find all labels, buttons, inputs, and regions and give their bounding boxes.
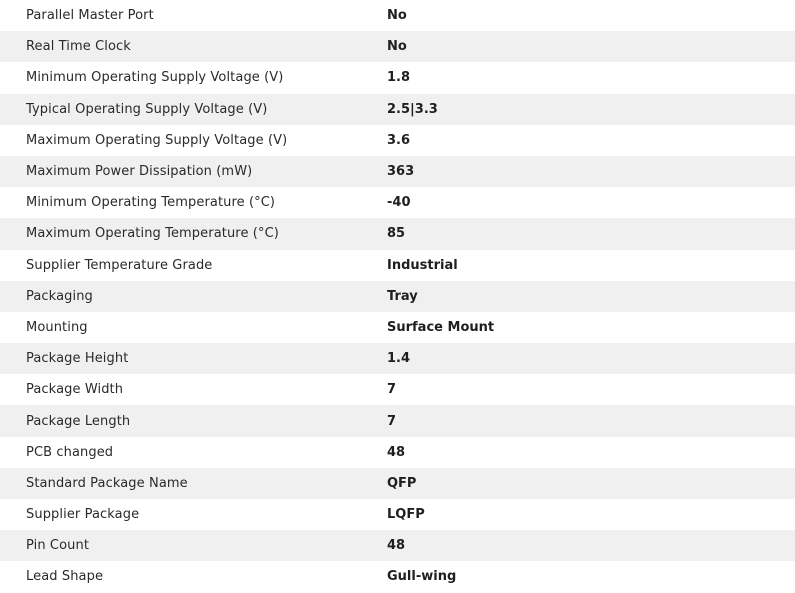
- spec-value: 7: [387, 382, 397, 398]
- spec-row-package-height: [0, 343, 795, 374]
- spec-row-temperature-grade: [0, 250, 795, 281]
- spec-row-min-operating-temp: [0, 187, 795, 218]
- spec-value: 1.4: [387, 351, 411, 367]
- spec-label: Maximum Operating Supply Voltage (V): [26, 132, 288, 148]
- spec-row-supplier-package: [0, 499, 795, 530]
- spec-value: 2.5|3.3: [387, 101, 438, 117]
- spec-label: Minimum Operating Supply Voltage (V): [26, 70, 284, 86]
- spec-label: Minimum Operating Temperature (°C): [26, 195, 276, 211]
- spec-value: Gull-wing: [387, 569, 457, 585]
- spec-value: 48: [387, 538, 406, 554]
- spec-row-max-operating-temp: [0, 218, 795, 249]
- spec-label: Supplier Package: [26, 507, 140, 523]
- spec-label: Mounting: [26, 319, 88, 335]
- spec-row-packaging: [0, 281, 795, 312]
- spec-label: Lead Shape: [26, 569, 104, 585]
- spec-label: PCB changed: [26, 444, 114, 460]
- spec-row-package-length: [0, 405, 795, 436]
- spec-row-standard-package-name: [0, 468, 795, 499]
- spec-value: LQFP: [387, 507, 425, 523]
- spec-label: Real Time Clock: [26, 39, 131, 55]
- spec-label: Maximum Operating Temperature (°C): [26, 226, 279, 242]
- spec-value: Surface Mount: [387, 319, 495, 335]
- spec-value: Tray: [387, 288, 418, 304]
- spec-label: Package Height: [26, 351, 129, 367]
- spec-row-pcb-changed: [0, 437, 795, 468]
- spec-row-lead-shape: [0, 561, 795, 592]
- spec-label: Pin Count: [26, 538, 90, 554]
- spec-label: Maximum Power Dissipation (mW): [26, 164, 253, 180]
- spec-row-real-time-clock: [0, 31, 795, 62]
- spec-label: Package Width: [26, 382, 124, 398]
- spec-row-max-supply-voltage: [0, 125, 795, 156]
- spec-row-typ-supply-voltage: [0, 94, 795, 125]
- spec-value: 7: [387, 413, 397, 429]
- spec-value: No: [387, 39, 407, 55]
- spec-value: -40: [387, 195, 411, 211]
- spec-value: 48: [387, 444, 406, 460]
- spec-value: 85: [387, 226, 406, 242]
- spec-label: Typical Operating Supply Voltage (V): [26, 101, 268, 117]
- spec-value: 363: [387, 164, 415, 180]
- spec-value: Industrial: [387, 257, 458, 273]
- spec-row-max-power-dissipation: [0, 156, 795, 187]
- spec-row-package-width: [0, 374, 795, 405]
- spec-label: Supplier Temperature Grade: [26, 257, 213, 273]
- spec-value: 1.8: [387, 70, 411, 86]
- spec-label: Packaging: [26, 288, 93, 304]
- spec-row-parallel-master-port: [0, 0, 795, 31]
- spec-row-min-supply-voltage: [0, 62, 795, 93]
- spec-label: Parallel Master Port: [26, 8, 154, 24]
- spec-value: 3.6: [387, 132, 411, 148]
- spec-label: Package Length: [26, 413, 131, 429]
- spec-row-mounting: [0, 312, 795, 343]
- spec-value: QFP: [387, 475, 417, 491]
- spec-label: Standard Package Name: [26, 475, 188, 491]
- spec-row-pin-count: [0, 530, 795, 561]
- spec-value: No: [387, 8, 407, 24]
